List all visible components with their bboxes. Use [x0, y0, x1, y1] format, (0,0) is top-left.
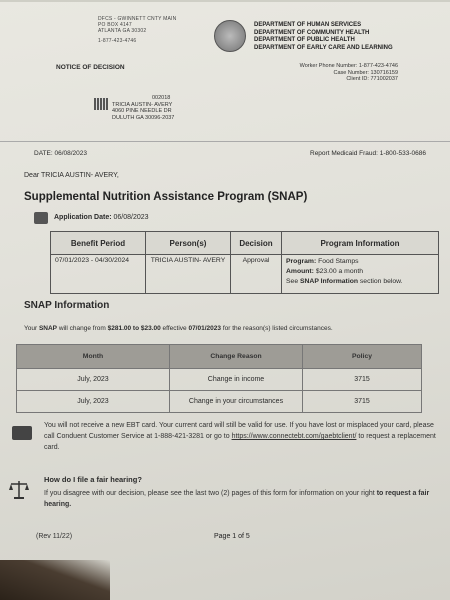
- department: DEPARTMENT OF PUBLIC HEALTH: [254, 37, 355, 43]
- text-bold: 07/01/2023: [188, 325, 221, 332]
- replacement-card-link[interactable]: https://www.connectebt.com/gaebtclient/: [231, 433, 357, 440]
- benefit-decision: Approval: [231, 255, 282, 294]
- text-bold: SNAP: [38, 325, 58, 332]
- recipient-city: DULUTH GA 30096-2037: [112, 114, 175, 121]
- barcode-icon: [94, 98, 108, 110]
- calendar-icon: [34, 212, 48, 224]
- col-header: Decision: [231, 232, 282, 255]
- policy-cell: 3715: [303, 369, 422, 391]
- change-history-table: [16, 344, 422, 413]
- benefit-period: 07/01/2023 - 04/30/2024: [51, 255, 146, 294]
- text: will change from: [58, 325, 106, 332]
- ebt-notice: [44, 420, 444, 453]
- program-information: [282, 255, 439, 294]
- fair-hearing-heading: How do I file a fair hearing?: [44, 475, 142, 484]
- benefit-persons: TRICIA AUSTIN- AVERY: [146, 255, 231, 294]
- page-number: Page 1 of 5: [214, 533, 250, 540]
- col-header: Change Reason: [170, 345, 303, 369]
- see-prefix: See: [286, 278, 299, 285]
- case-number: Case Number: 130716159: [333, 69, 398, 76]
- application-date: [54, 214, 149, 221]
- page-edge: [0, 0, 450, 2]
- return-address-line: PO BOX 4147: [98, 22, 132, 28]
- text: Your: [24, 325, 38, 332]
- mail-code: 002018: [152, 95, 171, 101]
- recipient-name: TRICIA AUSTIN- AVERY: [112, 101, 173, 108]
- department: DEPARTMENT OF EARLY CARE AND LEARNING: [254, 44, 393, 51]
- notice-title: NOTICE OF DECISION: [56, 64, 125, 71]
- text: effective: [162, 325, 187, 332]
- reason-cell: Change in your circumstances: [170, 391, 303, 413]
- change-statement: [24, 325, 333, 332]
- col-header: Person(s): [146, 232, 231, 255]
- return-address-line: ATLANTA GA 30302: [98, 28, 147, 34]
- return-address-line: DFCS - GWINNETT CNTY MAIN: [98, 16, 177, 22]
- snap-info-title: SNAP Information: [24, 300, 110, 311]
- scale-icon: [8, 478, 30, 500]
- state-seal-icon: [214, 20, 246, 52]
- benefit-table: [50, 231, 439, 294]
- col-header: Month: [17, 345, 170, 369]
- card-icon: [12, 426, 32, 440]
- greeting: Dear TRICIA AUSTIN- AVERY,: [24, 172, 119, 179]
- worker-phone: Worker Phone Number: 1-877-423-4746: [299, 63, 398, 69]
- recipient-address: [112, 95, 174, 121]
- case-info: [268, 63, 398, 83]
- ebt-text: You will not receive a new EBT card. Your current card will still be valid for use. If you have lost or misplaced your card, please call Conduent Customer Service at 1-888-421-3281 or go to: [44, 422, 434, 440]
- program-value: Food Stamps: [318, 258, 359, 265]
- fair-hearing-bold: to request a fair hearing.: [44, 490, 430, 508]
- amount-value: $23.00 a month: [315, 268, 364, 275]
- return-address: [98, 16, 176, 44]
- fraud-hotline: Report Medicaid Fraud: 1-800-533-0686: [310, 150, 426, 157]
- history-header-row: [17, 345, 422, 369]
- fair-hearing-body: If you disagree with our decision, please see the last two (2) pages of this form for information on your right: [44, 490, 375, 497]
- table-row: [17, 369, 422, 391]
- col-header: Policy: [303, 345, 422, 369]
- month-cell: July, 2023: [17, 391, 170, 413]
- department: DEPARTMENT OF HUMAN SERVICES: [254, 22, 362, 28]
- revision-label: (Rev 11/22): [36, 533, 73, 540]
- benefit-row: [51, 255, 439, 294]
- client-id: Client ID: 771002037: [346, 76, 398, 82]
- ebt-suffix: to request a replacement card.: [44, 433, 436, 451]
- benefit-header-row: [51, 232, 439, 255]
- amount-label: Amount:: [286, 268, 314, 275]
- program-label: Program:: [286, 258, 317, 265]
- recipient-street: 4060 PINE NEEDLE DR: [112, 108, 172, 114]
- col-header: Program Information: [282, 232, 439, 255]
- policy-cell: 3715: [303, 391, 422, 413]
- see-suffix: section below.: [359, 278, 403, 285]
- program-title: Supplemental Nutrition Assistance Program (SNAP): [24, 191, 308, 203]
- fair-hearing-text: [44, 488, 444, 510]
- department: DEPARTMENT OF COMMUNITY HEALTH: [254, 29, 370, 36]
- application-date-value: 06/08/2023: [113, 214, 149, 221]
- month-cell: July, 2023: [17, 369, 170, 391]
- col-header: Benefit Period: [51, 232, 146, 255]
- office-phone: 1-877-423-4746: [98, 38, 137, 44]
- see-bold: SNAP Information: [299, 278, 359, 285]
- department-list: [254, 22, 393, 52]
- text-bold: $281.00 to $23.00: [107, 325, 161, 332]
- background-surface: [0, 560, 110, 600]
- application-date-label: Application Date:: [54, 214, 112, 221]
- reason-cell: Change in income: [170, 369, 303, 391]
- table-row: [17, 391, 422, 413]
- text: for the reason(s) listed circumstances.: [222, 325, 333, 332]
- notice-date: DATE: 06/08/2023: [34, 150, 87, 157]
